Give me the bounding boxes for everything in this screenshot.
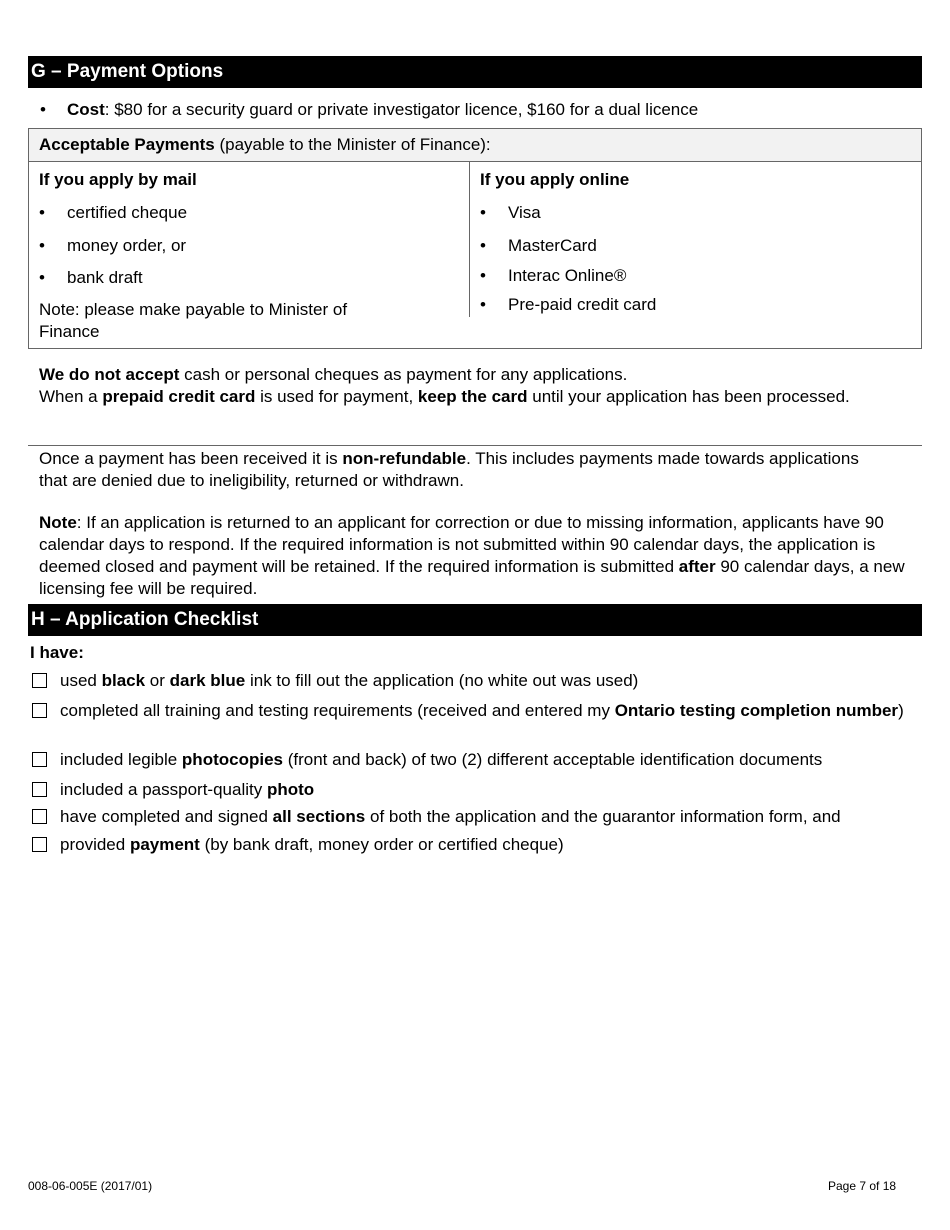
text: (front and back) of two (2) different acceptable identification documents (282, 750, 823, 769)
bullet-icon: • (39, 236, 45, 255)
mail-column-title: If you apply by mail (39, 170, 197, 189)
online-item-label: Pre-paid credit card (508, 295, 657, 314)
no-cash-paragraph (39, 364, 869, 408)
section-g-title: G – Payment Options (31, 61, 224, 82)
prepaid-line (39, 386, 869, 408)
text: ink to fill out the application (no white out was used) (245, 671, 639, 690)
checkbox[interactable] (32, 673, 47, 688)
form-number: 008-06-005E (2017/01) (28, 1179, 153, 1193)
bullet-icon: • (480, 236, 486, 255)
mail-item-label: money order, or (67, 236, 187, 255)
bold-text: photo (266, 780, 315, 799)
bold-text: all sections (272, 807, 366, 826)
text: used (60, 671, 102, 690)
bold-text: payment (129, 835, 200, 854)
divider-line (28, 445, 922, 446)
cost-text (67, 99, 698, 121)
payments-header-bold: Acceptable Payments (39, 135, 215, 154)
mail-item-label: bank draft (67, 268, 143, 287)
mail-note: Note: please make payable to Minister of Finance (39, 300, 348, 342)
bullet-icon: • (40, 100, 46, 119)
note-text-2: 90 calendar days, a new licensing fee will be required. (39, 557, 905, 599)
bold-text: black (101, 671, 146, 690)
note-bold: Note (39, 513, 77, 532)
online-item-label: MasterCard (508, 236, 597, 255)
bold-text: dark blue (169, 671, 246, 690)
acceptable-payments-table (28, 128, 922, 349)
non-refundable-bold: non-refundable (342, 449, 467, 468)
no-cash-bold: We do not accept (39, 365, 180, 384)
checklist-item-text (60, 806, 920, 828)
bullet-icon: • (39, 203, 45, 222)
checkbox[interactable] (32, 809, 47, 824)
text: ) (898, 701, 904, 720)
section-g-header (28, 56, 922, 88)
note-paragraph (39, 512, 924, 600)
bullet-icon: • (480, 203, 486, 222)
note-bold-after: after (678, 557, 716, 577)
online-item-label: Visa (508, 203, 541, 222)
text: provided (60, 835, 130, 854)
prepaid-bold-1: prepaid credit card (102, 387, 256, 407)
prepaid-bold-2: keep the card (417, 387, 528, 407)
text: (by bank draft, money order or certified cheque) (199, 835, 564, 854)
no-cash-line (39, 364, 869, 386)
checkbox[interactable] (32, 703, 47, 718)
checklist-item-text (60, 700, 920, 722)
mail-item-label: certified cheque (67, 203, 188, 222)
non-refundable-paragraph (39, 448, 859, 492)
checklist-intro: I have: (30, 643, 84, 662)
text: completed all training and testing requirements (received and entered my (60, 701, 615, 720)
text: or (145, 671, 170, 690)
checkbox[interactable] (32, 782, 47, 797)
checklist-item-text (60, 749, 920, 771)
bold-text: photocopies (181, 750, 283, 769)
cost-detail: : $80 for a security guard or private investigator licence, $160 for a dual licence (104, 100, 699, 119)
bullet-icon: • (480, 295, 486, 314)
text: included a passport-quality (60, 780, 267, 799)
no-cash-text: cash or personal cheques as payment for any applications. (179, 365, 628, 384)
section-h-header (28, 604, 922, 636)
non-refundable-text-2: . This includes payments made towards applications that are denied due to ineligibility, returned or withdrawn. (39, 449, 859, 491)
prepaid-text-3: until your application has been processed. (527, 387, 850, 407)
checkbox[interactable] (32, 837, 47, 852)
page-number: Page 7 of 18 (828, 1179, 897, 1193)
payments-header-rest: (payable to the Minister of Finance): (214, 135, 491, 154)
bold-text: Ontario testing completion number (614, 701, 899, 720)
bullet-icon: • (480, 266, 486, 285)
text: included legible (60, 750, 182, 769)
payments-table-header (29, 129, 921, 162)
checklist-item-text (60, 834, 920, 856)
online-item-label: Interac Online® (508, 266, 627, 285)
column-divider (469, 162, 470, 317)
note-text-1: : If an application is returned to an applicant for correction or due to missing information, applicants have 90 calendar days to respond. If the required information is not submitted within 90 calendar days, the application is deemed closed and payment will be retained. If the required information is submitted (39, 513, 884, 577)
checkbox[interactable] (32, 752, 47, 767)
text: have completed and signed (60, 807, 273, 826)
cost-label: Cost (67, 100, 105, 119)
prepaid-text-1: When a (39, 387, 103, 407)
checklist-item-text (60, 779, 920, 801)
text: of both the application and the guarantor information form, and (365, 807, 841, 826)
prepaid-text-2: is used for payment, (255, 387, 418, 407)
section-h-title: H – Application Checklist (31, 609, 259, 630)
non-refundable-text-1: Once a payment has been received it is (39, 449, 343, 468)
online-column-title: If you apply online (480, 170, 630, 189)
bullet-icon: • (39, 268, 45, 287)
checklist-item-text (60, 670, 920, 692)
